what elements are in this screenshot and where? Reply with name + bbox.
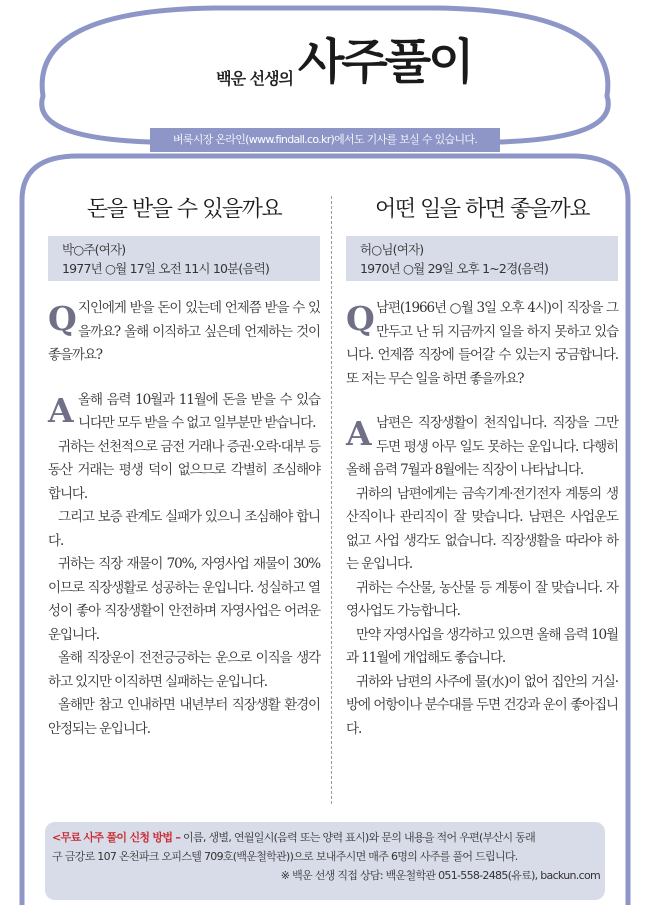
- right-querent-name: 허○님(여자): [360, 242, 424, 257]
- left-question-text: 지인에게 받을 돈이 있는데 언제쯤 받을 수 있을까요? 올해 이직하고 싶은데 언제하는 것이 좋을까요?: [48, 300, 320, 363]
- left-querent-info: [48, 236, 320, 281]
- right-a-mark: A: [346, 414, 371, 453]
- right-question-text: 남편(1966년 ○월 3일 오후 4시)이 직장을 그만두고 난 뒤 지금까지 일을 하지 못하고 있습니다. 언제쯤 직장에 들어갈 수 있는지 궁금합니다. 또 저는 무슨 일을 하면 좋을까요?: [346, 300, 618, 387]
- right-answer-paragraph: 귀하의 남편에게는 금속기계·전기전자 계통의 생산직이나 관리직이 잘 맞습니다. 남편은 사업운도 없고 사업 생각도 없습니다. 직장생활을 따라야 하는 운입니다.: [346, 485, 618, 572]
- right-querent-info: [346, 236, 618, 281]
- left-article-title: 돈을 받을 수 있을까요: [86, 197, 282, 222]
- header-title: 사주풀이: [298, 34, 472, 90]
- right-q-mark: Q: [346, 299, 374, 338]
- left-answer-paragraph: 올해 직장운이 전전긍긍하는 운으로 이직을 생각하고 있지만 이직하면 실패하는 운입니다.: [48, 650, 320, 690]
- header-subtitle: 백운 선생의: [216, 69, 293, 88]
- footer-text-1: 이름, 생별, 연월일시(음력 또는 양력 표시)와 문의 내용을 적어 우편(부산시 동래: [183, 831, 536, 844]
- right-answer-paragraph: 만약 자영사업을 생각하고 있으면 올해 음력 10월과 11월에 개업해도 좋습니다.: [346, 626, 618, 666]
- left-answer-block: [48, 389, 320, 742]
- online-banner: 벼룩시장 온라인(www.findall.co.kr)에서도 기사를 보실 수 있습니다.: [172, 133, 478, 146]
- left-answer-paragraph: 올해 음력 10월과 11월에 돈을 받을 수 있습니다만 모두 받을 수 없고 일부분만 받습니다.: [78, 391, 320, 431]
- right-answer-paragraph: 남편은 직장생활이 천직입니다. 직장을 그만두면 평생 아무 일도 못하는 운입니다. 다행히 올해 음력 7월과 8월에는 직장이 나타납니다.: [346, 415, 618, 478]
- left-q-mark: Q: [48, 299, 76, 338]
- footer-highlight: <무료 사주 풀이 신청 방법 –: [52, 831, 181, 844]
- right-answer-paragraph: 귀하는 수산물, 농산물 등 계통이 잘 맞습니다. 자영사업도 가능합니다.: [346, 579, 618, 619]
- right-question-block: [346, 297, 618, 391]
- right-querent-birth: 1970년 ○월 29일 오후 1~2경(음력): [360, 261, 549, 276]
- left-answer-paragraph: 귀하는 선천적으로 금전 거래나 증권·오락·대부 등 동산 거래는 평생 덕이 없으므로 각별히 조심해야 합니다.: [48, 438, 320, 502]
- left-querent-name: 박○주(여자): [62, 242, 126, 257]
- left-question-block: [48, 297, 320, 368]
- column-divider: [331, 196, 332, 804]
- right-answer-block: [346, 412, 618, 741]
- footer-line-1: [52, 828, 600, 847]
- left-a-mark: A: [48, 390, 73, 430]
- left-column: [48, 190, 320, 741]
- footer-line-2: 구 금강로 107 온천파크 오피스텔 709호(백운철학관))으로 보내주시면 매주 6명의 사주를 풀어 드립니다.: [52, 850, 518, 863]
- right-answer-paragraph: 귀하와 남편의 사주에 물(水)이 없어 집안의 거실·방에 어항이나 분수대를 두면 건강과 운이 좋아집니다.: [346, 673, 618, 737]
- left-answer-paragraph: 귀하는 직장 재물이 70%, 자영사업 재물이 30%이므로 직장생활로 성공하는 운입니다. 성실하고 열성이 좋아 직장생활이 안전하며 자영사업은 어려운 운입니다.: [48, 556, 320, 643]
- footer-notice: [52, 828, 600, 885]
- left-answer-paragraph: 그리고 보증 관계도 실패가 있으니 조심해야 합니다.: [48, 509, 320, 549]
- left-querent-birth: 1977년 ○월 17일 오전 11시 10분(음력): [62, 261, 270, 276]
- left-answer-paragraph: 올해만 참고 인내하면 내년부터 직장생활 환경이 안정되는 운입니다.: [48, 697, 320, 737]
- right-column: [346, 190, 618, 741]
- footer-contact: ※ 백운 선생 직접 상담: 백운철학관 051-558-2485(유료), backun.com: [280, 869, 600, 882]
- right-article-title: 어떤 일을 하면 좋을까요: [374, 197, 589, 222]
